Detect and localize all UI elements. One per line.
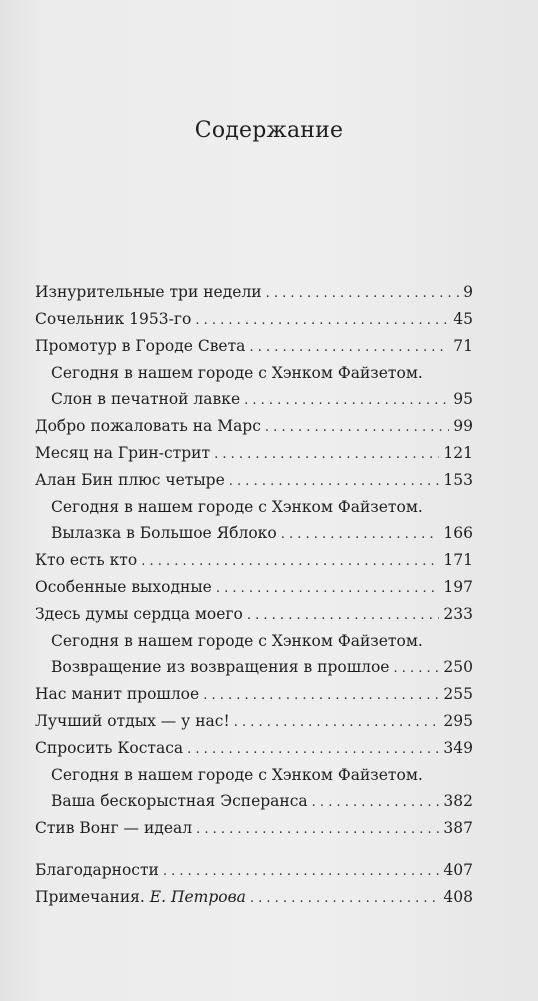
toc-page-number: 153: [443, 471, 473, 489]
dot-leader: [312, 795, 440, 810]
toc-entry-title: Сегодня в нашем городе с Хэнком Файзетом.: [51, 498, 423, 516]
toc-page-number: 387: [443, 819, 473, 837]
dot-leader: [266, 286, 459, 301]
toc-entry-title: Стив Вонг — идеал: [35, 819, 193, 837]
toc-entry-title: Здесь думы сердца моего: [35, 605, 243, 623]
dot-leader: [234, 715, 440, 730]
toc-page-number: 95: [453, 390, 473, 408]
toc-entry: [35, 417, 473, 444]
toc-entry-title: Алан Бин плюс четыре: [35, 471, 225, 489]
notes-author: Е. Петрова: [149, 888, 246, 906]
toc-entry: [35, 861, 473, 888]
dot-leader: [244, 393, 449, 408]
dot-leader: [249, 340, 449, 355]
toc-entry-title: Ваша бескорыстная Эсперанса: [51, 792, 308, 810]
toc-page-number: 71: [453, 337, 473, 355]
toc-subentry-heading: [35, 766, 473, 792]
toc-page-number: 407: [443, 861, 473, 879]
toc-entry-title: Нас манит прошлое: [35, 685, 200, 703]
toc-entry: [35, 888, 473, 915]
toc-entry-title: Промотур в Городе Света: [35, 337, 246, 355]
dot-leader: [187, 742, 439, 757]
toc-entry-title: Сегодня в нашем городе с Хэнком Файзетом.: [51, 364, 423, 382]
toc-entry-title: Возвращение из возвращения в прошлое: [51, 658, 390, 676]
toc-page-number: 382: [443, 792, 473, 810]
dot-leader: [229, 474, 440, 489]
toc-entry: [35, 444, 473, 471]
dot-leader: [141, 554, 439, 569]
toc-entry: [35, 337, 473, 364]
toc-page-number: 233: [443, 605, 473, 623]
toc-entry-title: Кто есть кто: [35, 551, 138, 569]
toc-page-number: 255: [443, 685, 473, 703]
toc-page-number: 295: [443, 712, 473, 730]
toc-entry: [35, 471, 473, 498]
table-of-contents: [35, 283, 473, 915]
toc-entry: [35, 712, 473, 739]
toc-subentry-heading: [35, 632, 473, 658]
toc-subentry-heading: [35, 364, 473, 390]
toc-entry-title: Сегодня в нашем городе с Хэнком Файзетом.: [51, 632, 423, 650]
dot-leader: [203, 688, 439, 703]
toc-page-number: 408: [443, 888, 473, 906]
toc-page-number: 99: [453, 417, 473, 435]
toc-page-number: 45: [453, 310, 473, 328]
toc-entry: [35, 685, 473, 712]
toc-entry: [35, 283, 473, 310]
toc-entry-title: [35, 888, 246, 906]
toc-entry-title: Изнурительные три недели: [35, 283, 262, 301]
toc-page-number: 197: [443, 578, 473, 596]
dot-leader: [196, 822, 439, 837]
toc-page-number: 166: [443, 524, 473, 542]
toc-entry-title: Добро пожаловать на Марс: [35, 417, 261, 435]
dot-leader: [163, 864, 440, 879]
toc-page-number: 171: [443, 551, 473, 569]
toc-entry-title: Спросить Костаса: [35, 739, 184, 757]
dot-leader: [216, 581, 440, 596]
toc-entry-title: Особенные выходные: [35, 578, 212, 596]
toc-entry-title: Месяц на Грин-стрит: [35, 444, 211, 462]
toc-entry-title: Слон в печатной лавке: [51, 390, 241, 408]
toc-entry: [35, 578, 473, 605]
toc-page-number: 9: [463, 283, 473, 301]
toc-entry-title: Сегодня в нашем городе с Хэнком Файзетом.: [51, 766, 423, 784]
dot-leader: [393, 661, 439, 676]
toc-subentry: [35, 524, 473, 551]
toc-entry: [35, 310, 473, 337]
toc-entry-title: Вылазка в Большое Яблоко: [51, 524, 277, 542]
toc-page-number: 121: [443, 444, 473, 462]
toc-entry-title: Сочельник 1953-го: [35, 310, 192, 328]
toc-subentry-heading: [35, 498, 473, 524]
toc-entry-title: Лучший отдых — у нас!: [35, 712, 230, 730]
toc-entry: [35, 819, 473, 846]
dot-leader: [247, 608, 440, 623]
toc-entry: [35, 605, 473, 632]
toc-entry: [35, 739, 473, 766]
toc-page-number: 250: [443, 658, 473, 676]
toc-entry-title: Благодарности: [35, 861, 159, 879]
dot-leader: [281, 527, 440, 542]
page-title: Содержание: [194, 118, 344, 143]
section-gap: [35, 846, 473, 861]
dot-leader: [250, 891, 440, 906]
toc-page-number: 349: [443, 739, 473, 757]
toc-subentry: [35, 658, 473, 685]
dot-leader: [265, 420, 449, 435]
toc-subentry: [35, 792, 473, 819]
dot-leader: [214, 447, 439, 462]
toc-subentry: [35, 390, 473, 417]
notes-label: Примечания.: [35, 888, 145, 906]
toc-entry: [35, 551, 473, 578]
dot-leader: [195, 313, 449, 328]
